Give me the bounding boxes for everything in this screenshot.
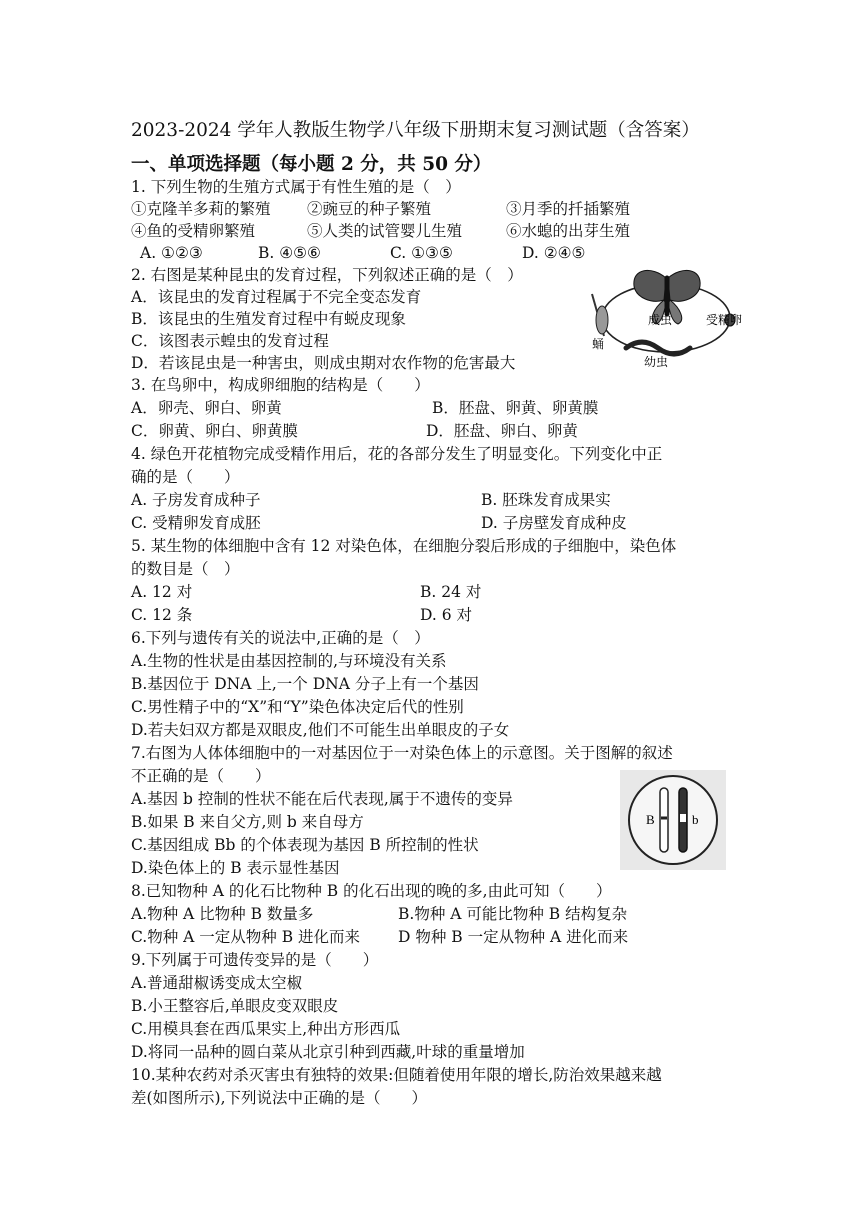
page-title: 2023-2024 学年人教版生物学八年级下册期末复习测试题（含答案） [131, 120, 700, 141]
q1-option-c: C. ①③⑤ [390, 244, 453, 262]
q8-option-a: A.物种 A 比物种 B 数量多 [131, 905, 314, 923]
q2-option-c: C．该图表示蝗虫的发育过程 [131, 332, 329, 350]
q1-item-4: ④鱼的受精卵繁殖 [131, 222, 256, 240]
q5-stem-line2: 的数目是（ ） [131, 560, 240, 578]
q2-stem: 2. 右图是某种昆虫的发育过程，下列叙述正确的是（ ） [131, 266, 523, 284]
gene-label-b-upper: B [646, 812, 655, 827]
q6-option-c: C.男性精子中的“X”和“Y”染色体决定后代的性别 [131, 698, 464, 716]
q9-option-c: C.用模具套在西瓜果实上,种出方形西瓜 [131, 1020, 401, 1038]
section-heading: 一、单项选择题（每小题 2 分，共 50 分） [131, 154, 492, 175]
q6-option-a: A.生物的性状是由基因控制的,与环境没有关系 [131, 652, 447, 670]
q7-option-d: D.染色体上的 B 表示显性基因 [131, 859, 340, 877]
q4-stem-line1: 4. 绿色开花植物完成受精作用后，花的各部分发生了明显变化。下列变化中正 [131, 445, 663, 463]
q1-item-5: ⑤人类的试管婴儿生殖 [307, 222, 463, 240]
q9-option-a: A.普通甜椒诱变成太空椒 [131, 974, 303, 992]
q5-option-a: A. 12 对 [131, 583, 193, 601]
label-egg: 受精卵 [706, 313, 743, 327]
q3-stem: 3. 在鸟卵中，构成卵细胞的结构是（ ） [131, 376, 430, 394]
q5-option-c: C. 12 条 [131, 606, 193, 624]
gene-label-b-lower: b [692, 812, 699, 827]
q5-option-d: D. 6 对 [420, 606, 473, 624]
q7-option-a: A.基因 b 控制的性状不能在后代表现,属于不遗传的变异 [131, 790, 513, 808]
q2-option-a: A．该昆虫的发育过程属于不完全变态发育 [131, 288, 422, 306]
q4-option-d: D. 子房壁发育成种皮 [481, 514, 627, 532]
chromosome-left-icon [660, 788, 668, 852]
q9-stem: 9.下列属于可遗传变异的是（ ） [131, 951, 379, 969]
q9-option-b: B.小王整容后,单眼皮变双眼皮 [131, 997, 339, 1015]
q4-option-a: A. 子房发育成种子 [131, 491, 261, 509]
q2-option-d: D．若该昆虫是一种害虫，则成虫期对农作物的危害最大 [131, 354, 516, 372]
q4-option-b: B. 胚珠发育成果实 [481, 491, 611, 509]
q1-stem: 1. 下列生物的生殖方式属于有性生殖的是（ ） [131, 178, 461, 196]
q6-stem: 6.下列与遗传有关的说法中,正确的是（ ） [131, 629, 430, 647]
q1-option-a: A. ①②③ [140, 244, 203, 262]
q1-option-b: B. ④⑤⑥ [258, 244, 321, 262]
q5-option-b: B. 24 对 [420, 583, 482, 601]
q2-option-b: B．该昆虫的生殖发育过程中有蜕皮现象 [131, 310, 406, 328]
q8-stem: 8.已知物种 A 的化石比物种 B 的化石出现的晚的多,由此可知（ ） [131, 882, 612, 900]
q3-option-c: C．卵黄、卵白、卵黄膜 [131, 422, 298, 440]
q5-stem-line1: 5. 某生物的体细胞中含有 12 对染色体，在细胞分裂后形成的子细胞中，染色体 [131, 537, 677, 555]
q7-stem-line2: 不正确的是（ ） [131, 767, 271, 785]
q10-stem-line1: 10.某种农药对杀灭害虫有独特的效果:但随着使用年限的增长,防治效果越来越 [131, 1066, 662, 1084]
q10-stem-line2: 差(如图所示),下列说法中正确的是（ ） [131, 1089, 428, 1107]
q7-stem-line1: 7.右图为人体体细胞中的一对基因位于一对染色体上的示意图。关于图解的叙述 [131, 744, 673, 762]
q9-option-d: D.将同一品种的圆白菜从北京引种到西藏,叶球的重量增加 [131, 1043, 525, 1061]
q3-option-a: A．卵壳、卵白、卵黄 [131, 399, 282, 417]
q1-item-3: ③月季的扦插繁殖 [506, 200, 631, 218]
q1-option-d: D. ②④⑤ [522, 244, 586, 262]
q8-option-d: D 物种 B 一定从物种 A 进化而来 [398, 928, 629, 946]
label-pupa: 蛹 [592, 337, 605, 351]
q8-option-b: B.物种 A 可能比物种 B 结构复杂 [398, 905, 628, 923]
q6-option-d: D.若夫妇双方都是双眼皮,他们不可能生出单眼皮的子女 [131, 721, 510, 739]
q4-stem-line2: 确的是（ ） [131, 468, 240, 486]
q1-item-2: ②豌豆的种子繁殖 [307, 200, 432, 218]
q7-option-c: C.基因组成 Bb 的个体表现为基因 B 所控制的性状 [131, 836, 479, 854]
q8-option-c: C.物种 A 一定从物种 B 进化而来 [131, 928, 361, 946]
q3-option-b: B．胚盘、卵黄、卵黄膜 [432, 399, 599, 417]
q6-option-b: B.基因位于 DNA 上,一个 DNA 分子上有一个基因 [131, 675, 479, 693]
q1-item-6: ⑥水螅的出芽生殖 [506, 222, 631, 240]
label-adult: 成虫 [648, 313, 673, 327]
q3-option-d: D．胚盘、卵白、卵黄 [426, 422, 578, 440]
pupa-icon [592, 294, 608, 336]
label-larva: 幼虫 [644, 355, 669, 369]
q4-option-c: C. 受精卵发育成胚 [131, 514, 261, 532]
chromosome-figure [620, 770, 726, 870]
chromosome-right-icon [679, 788, 687, 852]
q1-item-1: ①克隆羊多莉的繁殖 [131, 200, 271, 218]
insect-lifecycle-figure [582, 264, 754, 372]
q7-option-b: B.如果 B 来自父方,则 b 来自母方 [131, 813, 364, 831]
